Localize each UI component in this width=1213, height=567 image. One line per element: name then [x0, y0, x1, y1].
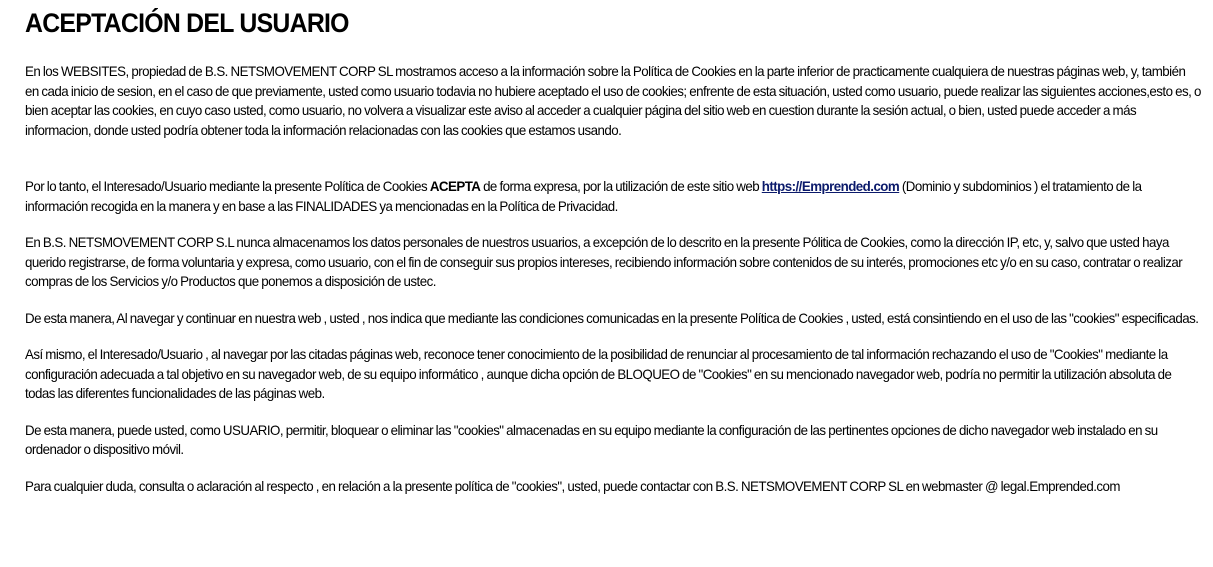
acepta-emphasis: ACEPTA — [429, 179, 481, 194]
paragraph-personal-data: En B.S. NETSMOVEMENT CORP S.L nunca almacenamos los datos personales de nuestros usuarios, a excepción de lo descrito en la presente Pólitica de Cookies, como la dirección IP, etc, y, salvo que usted haya querido registrarse, de forma voluntaria y expresa, como usuario, con el fin de conseguir sus propios intereses, recibiendo información sobre contenidos de su interés, promociones etc y/o en su caso, contratar o realizar compras de los Servicios y/o Productos que ponemos a disposición de ustec. — [25, 235, 1183, 289]
policy-content — [25, 62, 1201, 496]
paragraph-consent: De esta manera, Al navegar y continuar en nuestra web , usted , nos indica que mediante las condiciones comunicadas en la presente Política de Cookies , usted, está consintiendo en el uso de las "cookies" especificadas. — [25, 310, 1199, 326]
page-title: ACEPTACIÓN DEL USUARIO — [25, 8, 349, 38]
acceptance-text-end: (Dominio y subdominios ) el tratamiento de la información recogida en la manera y en base a las FINALIDADES ya mencionadas en la Política de Privacidad. — [25, 179, 1142, 214]
paragraph-browser-settings: De esta manera, puede usted, como USUARIO, permitir, bloquear o eliminar las "cookies" almacenadas en su equipo mediante la configuración de las pertinentes opciones de dicho navegador web instalado en su ordenador o dispositivo móvil. — [25, 422, 1158, 457]
acceptance-text-start: Por lo tanto, el Interesado/Usuario mediante la presente Política de Cookies — [25, 179, 430, 194]
paragraph-rejection: Así mismo, el Interesado/Usuario , al navegar por las citadas páginas web, reconoce tener conocimiento de la posibilidad de renunciar al procesamiento de tal información rechazando el uso de "Cookies" mediante la configuración adecuada a tal objetivo en su navegador web, de su equipo informático , aunque dicha opción de BLOQUEO de "Cookies" en su mencionado navegador web, podría no permitir la utilización absoluta de todas las diferentes funcionalidades de las páginas web. — [25, 347, 1172, 401]
paragraph-contact: Para cualquier duda, consulta o aclaración al respecto , en relación a la presente política de "cookies", usted, puede contactar con B.S. NETSMOVEMENT CORP SL en webmaster @ legal.Emprended.com — [25, 478, 1120, 494]
paragraph-website-notice: En los WEBSITES, propiedad de B.S. NETSMOVEMENT CORP SL mostramos acceso a la información sobre la Política de Cookies en la parte inferior de practicamente cualquiera de nuestras páginas web, y, también en cada inicio de sesion, en el caso de que previamente, usted como usuario todavia no hubiere aceptado el uso de cookies; enfrente de esta situación, usted como usuario, puede realizar las siguientes acciones,esto es, o bien aceptar las cookies, en cuyo caso usted, como usuario, no volvera a visualizar este aviso al acceder a cualquier página del sitio web en cuestion durante la sesión actual, o bien, usted puede acceder a más informacion, donde usted podría obtener toda la información relacionadas con las cookies que estamos usando. — [25, 64, 1201, 138]
acceptance-text-middle: de forma expresa, por la utilización de este sitio web — [480, 179, 762, 194]
paragraph-acceptance — [25, 177, 1201, 216]
emprended-website-link[interactable]: https://Emprended.com — [761, 179, 900, 194]
